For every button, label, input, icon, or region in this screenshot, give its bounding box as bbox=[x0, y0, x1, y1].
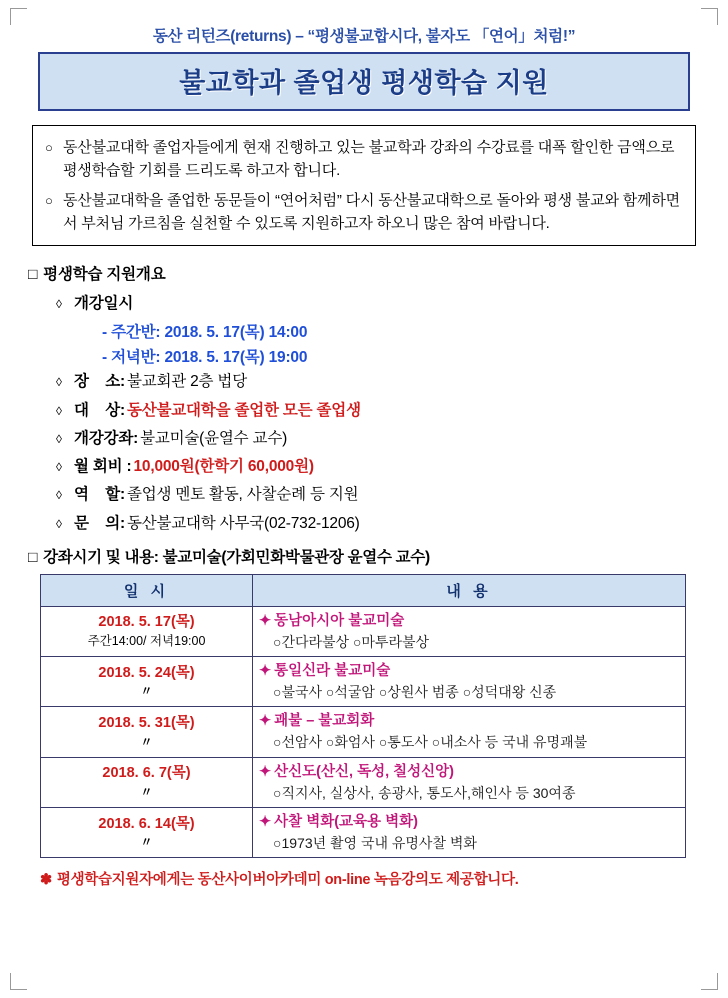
content-title-text: 동남아시아 불교미술 bbox=[274, 612, 405, 629]
list-subline: - 저녁반: 2018. 5. 17(목) 19:00 bbox=[102, 349, 308, 367]
circle-bullet-icon: ○ bbox=[45, 140, 53, 155]
list-item bbox=[56, 427, 702, 450]
section-heading-schedule bbox=[28, 545, 702, 567]
square-bullet-icon: □ bbox=[28, 548, 38, 566]
intro-item bbox=[45, 189, 681, 236]
crop-mark-top-left bbox=[10, 8, 27, 25]
date-sub: 주간14:00/ 저녁19:00 bbox=[87, 633, 206, 648]
section-heading-text: 평생학습 지원개요 bbox=[43, 266, 166, 283]
diamond-marker-icon: ✦ bbox=[259, 713, 272, 730]
footnote bbox=[40, 868, 702, 889]
intro-text: 동산불교대학을 졸업한 동문들이 “연어처럼” 다시 동산불교대학으로 돌아와 평생 불교와 함께하면서 부처님 가르침을 실천할 수 있도록 지원하고자 하오니 많은 참여 바랍니다. bbox=[63, 191, 680, 232]
column-header-content: 내 용 bbox=[253, 574, 686, 606]
page-title: 불교학과 졸업생 평생학습 지원 bbox=[179, 68, 549, 98]
list-item-value: 동산불교대학을 졸업한 모든 졸업생 bbox=[126, 401, 361, 419]
cell-date bbox=[41, 757, 253, 807]
content-title-text: 산신도(산신, 독성, 칠성신앙) bbox=[274, 763, 455, 780]
content-sub: ○선암사 ○화엄사 ○통도사 ○내소사 등 국내 유명괘불 bbox=[273, 734, 588, 751]
cell-content bbox=[253, 757, 686, 807]
list-item-label: 장 소: bbox=[74, 373, 125, 391]
overview-list bbox=[56, 292, 702, 535]
date-main: 2018. 5. 31(목) bbox=[98, 715, 195, 732]
list-item bbox=[56, 512, 702, 535]
list-subline: - 주간반: 2018. 5. 17(목) 14:00 bbox=[102, 324, 308, 342]
list-item-value: 불교미술(윤열수 교수) bbox=[140, 429, 288, 447]
square-bullet-icon: □ bbox=[28, 266, 38, 283]
cell-content bbox=[253, 707, 686, 757]
content-sub: ○간다라불상 ○마투라불상 bbox=[273, 633, 430, 650]
intro-text: 동산불교대학 졸업자들에게 현재 진행하고 있는 불교학과 강좌의 수강료를 대폭 할인한 금액으로 평생학습할 기회를 드리도록 하고자 합니다. bbox=[63, 139, 675, 180]
cell-content bbox=[253, 606, 686, 656]
content-title bbox=[259, 611, 679, 632]
date-ditto: 〃 bbox=[140, 684, 153, 699]
list-item-label: 문 의: bbox=[74, 514, 125, 532]
asterisk-icon: ✽ bbox=[40, 872, 52, 889]
table-row bbox=[41, 808, 686, 858]
diamond-marker-icon: ✦ bbox=[259, 763, 272, 780]
list-item-label: 개강일시 bbox=[74, 295, 134, 312]
table-row bbox=[41, 606, 686, 656]
content-title-text: 통일신라 불교미술 bbox=[274, 663, 391, 680]
list-item bbox=[56, 370, 702, 393]
date-ditto: 〃 bbox=[140, 785, 153, 800]
list-item bbox=[56, 455, 702, 478]
diamond-bullet-icon: ◊ bbox=[56, 460, 62, 474]
list-item-value: 불교회관 2층 법당 bbox=[126, 373, 247, 391]
date-main: 2018. 5. 24(목) bbox=[98, 664, 195, 681]
list-item-label: 역 할: bbox=[74, 486, 125, 504]
list-item-label: 월 회비 : bbox=[74, 458, 132, 475]
list-item bbox=[56, 292, 702, 315]
date-ditto: 〃 bbox=[140, 734, 153, 749]
schedule-table bbox=[40, 574, 686, 859]
content-sub: ○불국사 ○석굴암 ○상원사 범종 ○성덕대왕 신종 bbox=[273, 684, 557, 701]
content-title bbox=[259, 762, 679, 783]
table-row bbox=[41, 707, 686, 757]
cell-content bbox=[253, 657, 686, 707]
section-heading-text: 강좌시기 및 내용: 불교미술(가회민화박물관장 윤열수 교수) bbox=[43, 548, 430, 566]
section-heading-overview bbox=[28, 262, 702, 284]
crop-mark-bottom-left bbox=[10, 973, 27, 990]
footnote-text: 평생학습지원자에게는 동산사이버아카데미 on-line 녹음강의도 제공합니다. bbox=[56, 872, 519, 889]
list-item-label: 대 상: bbox=[74, 401, 125, 419]
cell-date bbox=[41, 808, 253, 858]
cell-date bbox=[41, 657, 253, 707]
list-item bbox=[56, 399, 702, 422]
title-banner bbox=[38, 52, 690, 111]
content-title-text: 괘불 – 불교회화 bbox=[274, 713, 375, 730]
date-ditto: 〃 bbox=[140, 835, 153, 850]
table-row bbox=[41, 757, 686, 807]
crop-mark-top-right bbox=[701, 8, 718, 25]
cell-date bbox=[41, 707, 253, 757]
content-sub: ○직지사, 실상사, 송광사, 통도사,해인사 등 30여종 bbox=[273, 784, 576, 801]
intro-box bbox=[32, 125, 696, 246]
diamond-bullet-icon: ◊ bbox=[56, 297, 62, 311]
table-header-row bbox=[41, 574, 686, 606]
column-header-date: 일 시 bbox=[41, 574, 253, 606]
list-item-value: 졸업생 멘토 활동, 사찰순례 등 지원 bbox=[126, 486, 359, 504]
list-item bbox=[56, 483, 702, 506]
date-main: 2018. 6. 14(목) bbox=[98, 815, 195, 832]
document-kicker: 동산 리턴즈(returns) – “평생불교합시다, 불자도 「연어」처럼!” bbox=[152, 28, 576, 45]
content-title bbox=[259, 812, 679, 833]
list-item-label: 개강강좌: bbox=[74, 429, 139, 447]
date-main: 2018. 6. 7(목) bbox=[102, 765, 191, 782]
cell-date bbox=[41, 606, 253, 656]
circle-bullet-icon: ○ bbox=[45, 192, 53, 208]
diamond-bullet-icon: ◊ bbox=[56, 488, 62, 503]
content-title-text: 사찰 벽화(교육용 벽화) bbox=[274, 814, 418, 830]
crop-mark-bottom-right bbox=[701, 973, 718, 990]
diamond-bullet-icon: ◊ bbox=[56, 375, 62, 390]
list-item-value: 동산불교대학 사무국(02-732-1206) bbox=[126, 514, 360, 532]
content-title bbox=[259, 661, 679, 682]
diamond-marker-icon: ✦ bbox=[259, 814, 272, 830]
diamond-marker-icon: ✦ bbox=[259, 612, 272, 629]
diamond-bullet-icon: ◊ bbox=[56, 403, 62, 418]
diamond-bullet-icon: ◊ bbox=[56, 431, 62, 446]
diamond-marker-icon: ✦ bbox=[259, 663, 272, 680]
date-main: 2018. 5. 17(목) bbox=[98, 614, 195, 631]
diamond-bullet-icon: ◊ bbox=[56, 516, 62, 531]
table-row bbox=[41, 657, 686, 707]
intro-item bbox=[45, 136, 681, 183]
list-item-value: 10,000원(한학기 60,000원) bbox=[133, 458, 314, 475]
content-title bbox=[259, 711, 679, 732]
content-sub: ○1973년 촬영 국내 유명사찰 벽화 bbox=[273, 835, 477, 852]
cell-content bbox=[253, 808, 686, 858]
